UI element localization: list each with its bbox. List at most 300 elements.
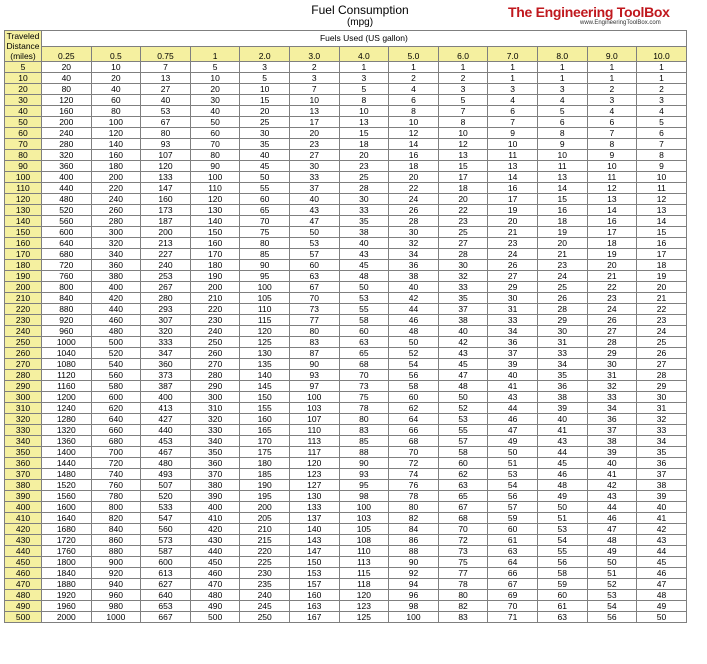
mpg-cell: 1360 <box>42 436 92 447</box>
mpg-cell: 40 <box>42 73 92 84</box>
mpg-cell: 157 <box>289 579 339 590</box>
mpg-cell: 280 <box>42 139 92 150</box>
mpg-cell: 14 <box>587 205 637 216</box>
mpg-cell: 123 <box>339 601 389 612</box>
mpg-cell: 17 <box>438 172 488 183</box>
mpg-cell: 19 <box>587 249 637 260</box>
table-row <box>5 480 687 491</box>
mpg-cell: 100 <box>240 282 290 293</box>
table-row <box>5 271 687 282</box>
mpg-cell: 28 <box>339 183 389 194</box>
mpg-cell: 105 <box>339 524 389 535</box>
mpg-cell: 10 <box>438 128 488 139</box>
mpg-cell: 25 <box>537 282 587 293</box>
distance-cell: 340 <box>5 436 42 447</box>
mpg-cell: 133 <box>289 502 339 513</box>
mpg-cell: 90 <box>339 458 389 469</box>
mpg-cell: 330 <box>190 425 240 436</box>
mpg-cell: 280 <box>190 370 240 381</box>
mpg-cell: 187 <box>141 216 191 227</box>
mpg-cell: 340 <box>190 436 240 447</box>
mpg-cell: 7 <box>289 84 339 95</box>
mpg-cell: 42 <box>389 293 439 304</box>
table-row <box>5 73 687 84</box>
mpg-cell: 10 <box>587 161 637 172</box>
column-header: 3.0 <box>289 46 339 62</box>
mpg-cell: 65 <box>240 205 290 216</box>
mpg-cell: 15 <box>339 128 389 139</box>
mpg-cell: 740 <box>91 469 141 480</box>
mpg-cell: 60 <box>91 95 141 106</box>
mpg-cell: 41 <box>488 381 538 392</box>
mpg-cell: 440 <box>190 546 240 557</box>
mpg-cell: 30 <box>587 359 637 370</box>
mpg-cell: 64 <box>389 414 439 425</box>
table-row <box>5 425 687 436</box>
mpg-cell: 23 <box>289 139 339 150</box>
mpg-cell: 36 <box>488 337 538 348</box>
mpg-cell: 480 <box>141 458 191 469</box>
mpg-cell: 540 <box>91 359 141 370</box>
mpg-cell: 77 <box>438 568 488 579</box>
mpg-cell: 10 <box>240 84 290 95</box>
mpg-cell: 60 <box>190 128 240 139</box>
mpg-cell: 57 <box>488 502 538 513</box>
mpg-cell: 120 <box>91 128 141 139</box>
mpg-cell: 71 <box>488 612 538 623</box>
mpg-cell: 260 <box>190 348 240 359</box>
mpg-cell: 1520 <box>42 480 92 491</box>
mpg-cell: 10 <box>190 73 240 84</box>
mpg-cell: 7 <box>141 62 191 73</box>
mpg-cell: 5 <box>339 84 389 95</box>
mpg-cell: 7 <box>438 106 488 117</box>
mpg-cell: 73 <box>438 546 488 557</box>
mpg-cell: 67 <box>289 282 339 293</box>
mpg-cell: 5 <box>438 95 488 106</box>
mpg-cell: 440 <box>42 183 92 194</box>
mpg-cell: 1400 <box>42 447 92 458</box>
mpg-cell: 107 <box>141 150 191 161</box>
mpg-cell: 165 <box>240 425 290 436</box>
mpg-cell: 50 <box>438 392 488 403</box>
mpg-cell: 31 <box>587 370 637 381</box>
mpg-cell: 21 <box>537 249 587 260</box>
mpg-cell: 40 <box>190 106 240 117</box>
mpg-cell: 12 <box>637 194 687 205</box>
mpg-cell: 80 <box>42 84 92 95</box>
mpg-cell: 70 <box>190 139 240 150</box>
column-header: 0.25 <box>42 46 92 62</box>
mpg-cell: 150 <box>289 557 339 568</box>
mpg-cell: 54 <box>488 480 538 491</box>
mpg-cell: 147 <box>289 546 339 557</box>
mpg-cell: 25 <box>637 337 687 348</box>
mpg-cell: 54 <box>537 535 587 546</box>
mpg-cell: 55 <box>438 425 488 436</box>
mpg-cell: 94 <box>389 579 439 590</box>
mpg-cell: 25 <box>240 117 290 128</box>
mpg-cell: 1840 <box>42 568 92 579</box>
distance-cell: 20 <box>5 84 42 95</box>
mpg-cell: 1640 <box>42 513 92 524</box>
mpg-cell: 373 <box>141 370 191 381</box>
mpg-cell: 400 <box>141 392 191 403</box>
mpg-cell: 103 <box>339 513 389 524</box>
mpg-cell: 37 <box>587 425 637 436</box>
table-row <box>5 183 687 194</box>
mpg-cell: 47 <box>488 425 538 436</box>
mpg-cell: 120 <box>42 95 92 106</box>
mpg-cell: 200 <box>42 117 92 128</box>
table-row <box>5 491 687 502</box>
mpg-cell: 27 <box>488 271 538 282</box>
mpg-cell: 440 <box>91 304 141 315</box>
mpg-cell: 20 <box>42 62 92 73</box>
mpg-cell: 560 <box>141 524 191 535</box>
mpg-cell: 1000 <box>91 612 141 623</box>
mpg-cell: 460 <box>91 315 141 326</box>
mpg-cell: 143 <box>289 535 339 546</box>
mpg-cell: 15 <box>438 161 488 172</box>
table-row <box>5 172 687 183</box>
fuel-used-header: Fuels Used (US gallon) <box>42 31 687 47</box>
mpg-cell: 13 <box>438 150 488 161</box>
mpg-cell: 45 <box>537 458 587 469</box>
distance-cell: 440 <box>5 546 42 557</box>
mpg-cell: 10 <box>488 139 538 150</box>
mpg-cell: 14 <box>488 172 538 183</box>
mpg-cell: 45 <box>339 260 389 271</box>
mpg-cell: 160 <box>289 590 339 601</box>
mpg-cell: 227 <box>141 249 191 260</box>
mpg-cell: 65 <box>339 348 389 359</box>
mpg-cell: 1 <box>438 62 488 73</box>
table-row <box>5 205 687 216</box>
mpg-cell: 30 <box>537 326 587 337</box>
mpg-cell: 63 <box>488 546 538 557</box>
mpg-cell: 267 <box>141 282 191 293</box>
mpg-cell: 60 <box>389 392 439 403</box>
mpg-cell: 30 <box>339 194 389 205</box>
mpg-cell: 46 <box>637 568 687 579</box>
mpg-cell: 27 <box>289 150 339 161</box>
mpg-cell: 1280 <box>42 414 92 425</box>
mpg-cell: 40 <box>637 502 687 513</box>
mpg-cell: 80 <box>289 326 339 337</box>
mpg-cell: 15 <box>537 194 587 205</box>
mpg-cell: 17 <box>488 194 538 205</box>
mpg-cell: 14 <box>389 139 439 150</box>
mpg-cell: 90 <box>190 161 240 172</box>
mpg-cell: 38 <box>438 315 488 326</box>
mpg-cell: 205 <box>240 513 290 524</box>
mpg-cell: 41 <box>637 513 687 524</box>
mpg-cell: 7 <box>488 117 538 128</box>
mpg-cell: 460 <box>190 568 240 579</box>
mpg-cell: 43 <box>537 436 587 447</box>
distance-header-line: (miles) <box>10 51 36 61</box>
logo-title: The Engineering ToolBox <box>508 4 670 20</box>
mpg-cell: 70 <box>240 216 290 227</box>
mpg-cell: 240 <box>240 590 290 601</box>
mpg-cell: 41 <box>537 425 587 436</box>
mpg-cell: 50 <box>190 117 240 128</box>
mpg-cell: 49 <box>537 491 587 502</box>
mpg-cell: 63 <box>339 337 389 348</box>
mpg-cell: 195 <box>240 491 290 502</box>
mpg-cell: 74 <box>389 469 439 480</box>
mpg-cell: 17 <box>289 117 339 128</box>
distance-cell: 290 <box>5 381 42 392</box>
mpg-cell: 253 <box>141 271 191 282</box>
mpg-cell: 33 <box>339 205 389 216</box>
mpg-cell: 64 <box>488 557 538 568</box>
mpg-cell: 245 <box>240 601 290 612</box>
table-row <box>5 150 687 161</box>
mpg-cell: 300 <box>91 227 141 238</box>
page-title: Fuel Consumption <box>311 3 409 17</box>
page-subtitle: (mpg) <box>346 17 374 28</box>
distance-cell: 320 <box>5 414 42 425</box>
mpg-cell: 61 <box>488 535 538 546</box>
mpg-cell: 220 <box>91 183 141 194</box>
mpg-cell: 40 <box>339 238 389 249</box>
distance-cell: 260 <box>5 348 42 359</box>
mpg-cell: 20 <box>537 238 587 249</box>
engineering-toolbox-logo[interactable] <box>508 4 703 27</box>
mpg-cell: 47 <box>438 370 488 381</box>
mpg-cell: 44 <box>389 304 439 315</box>
mpg-cell: 9 <box>637 161 687 172</box>
distance-cell: 430 <box>5 535 42 546</box>
mpg-cell: 320 <box>91 238 141 249</box>
table-row <box>5 315 687 326</box>
table-row <box>5 139 687 150</box>
table-row <box>5 612 687 623</box>
mpg-cell: 20 <box>240 106 290 117</box>
mpg-cell: 73 <box>339 381 389 392</box>
mpg-cell: 42 <box>637 524 687 535</box>
mpg-cell: 28 <box>537 304 587 315</box>
mpg-cell: 6 <box>637 128 687 139</box>
mpg-cell: 600 <box>91 392 141 403</box>
mpg-cell: 19 <box>488 205 538 216</box>
mpg-cell: 370 <box>190 469 240 480</box>
mpg-cell: 50 <box>537 502 587 513</box>
mpg-cell: 28 <box>389 216 439 227</box>
distance-header-line: Distance <box>6 41 40 51</box>
mpg-cell: 21 <box>587 271 637 282</box>
mpg-cell: 40 <box>438 326 488 337</box>
mpg-cell: 68 <box>438 513 488 524</box>
mpg-cell: 75 <box>339 392 389 403</box>
mpg-cell: 300 <box>190 392 240 403</box>
table-row <box>5 84 687 95</box>
mpg-cell: 120 <box>190 194 240 205</box>
mpg-cell: 3 <box>637 95 687 106</box>
mpg-cell: 82 <box>438 601 488 612</box>
mpg-cell: 68 <box>389 436 439 447</box>
mpg-cell: 36 <box>537 381 587 392</box>
mpg-cell: 20 <box>637 282 687 293</box>
table-row <box>5 392 687 403</box>
mpg-cell: 6 <box>537 117 587 128</box>
mpg-cell: 51 <box>488 458 538 469</box>
mpg-cell: 310 <box>190 403 240 414</box>
mpg-cell: 30 <box>190 95 240 106</box>
mpg-cell: 613 <box>141 568 191 579</box>
table-row <box>5 447 687 458</box>
distance-cell: 450 <box>5 557 42 568</box>
mpg-cell: 59 <box>488 513 538 524</box>
mpg-cell: 880 <box>42 304 92 315</box>
mpg-cell: 16 <box>537 205 587 216</box>
mpg-cell: 520 <box>42 205 92 216</box>
mpg-cell: 240 <box>91 194 141 205</box>
mpg-cell: 44 <box>587 502 637 513</box>
mpg-cell: 90 <box>289 359 339 370</box>
mpg-cell: 16 <box>389 150 439 161</box>
mpg-cell: 3 <box>240 62 290 73</box>
mpg-cell: 480 <box>91 326 141 337</box>
mpg-cell: 58 <box>438 447 488 458</box>
mpg-cell: 453 <box>141 436 191 447</box>
mpg-cell: 9 <box>488 128 538 139</box>
mpg-cell: 190 <box>240 480 290 491</box>
distance-cell: 400 <box>5 502 42 513</box>
mpg-cell: 56 <box>488 491 538 502</box>
mpg-cell: 240 <box>141 260 191 271</box>
mpg-cell: 45 <box>240 161 290 172</box>
mpg-cell: 34 <box>587 403 637 414</box>
mpg-cell: 290 <box>190 381 240 392</box>
mpg-cell: 33 <box>438 282 488 293</box>
mpg-cell: 52 <box>389 348 439 359</box>
mpg-cell: 39 <box>637 491 687 502</box>
mpg-cell: 137 <box>289 513 339 524</box>
mpg-cell: 50 <box>389 337 439 348</box>
distance-cell: 130 <box>5 205 42 216</box>
distance-cell: 470 <box>5 579 42 590</box>
table-row <box>5 381 687 392</box>
mpg-cell: 33 <box>537 348 587 359</box>
table-row <box>5 260 687 271</box>
mpg-cell: 170 <box>190 249 240 260</box>
mpg-cell: 210 <box>190 293 240 304</box>
mpg-cell: 105 <box>240 293 290 304</box>
mpg-cell: 33 <box>637 425 687 436</box>
mpg-cell: 533 <box>141 502 191 513</box>
mpg-cell: 52 <box>438 403 488 414</box>
mpg-cell: 1 <box>587 62 637 73</box>
mpg-cell: 58 <box>389 381 439 392</box>
mpg-cell: 175 <box>240 447 290 458</box>
mpg-cell: 123 <box>289 469 339 480</box>
mpg-cell: 54 <box>587 601 637 612</box>
mpg-cell: 125 <box>240 337 290 348</box>
mpg-cell: 18 <box>438 183 488 194</box>
distance-cell: 200 <box>5 282 42 293</box>
mpg-cell: 200 <box>240 502 290 513</box>
mpg-cell: 2 <box>587 84 637 95</box>
distance-cell: 110 <box>5 183 42 194</box>
mpg-cell: 38 <box>637 480 687 491</box>
mpg-cell: 1920 <box>42 590 92 601</box>
mpg-cell: 13 <box>488 161 538 172</box>
distance-cell: 410 <box>5 513 42 524</box>
table-row <box>5 62 687 73</box>
mpg-cell: 60 <box>488 524 538 535</box>
mpg-cell: 44 <box>537 447 587 458</box>
mpg-cell: 34 <box>637 436 687 447</box>
mpg-cell: 400 <box>91 282 141 293</box>
mpg-cell: 27 <box>637 359 687 370</box>
mpg-cell: 20 <box>488 216 538 227</box>
mpg-cell: 430 <box>190 535 240 546</box>
mpg-cell: 28 <box>438 249 488 260</box>
mpg-cell: 67 <box>438 502 488 513</box>
mpg-cell: 23 <box>438 216 488 227</box>
mpg-cell: 620 <box>91 403 141 414</box>
mpg-cell: 24 <box>637 326 687 337</box>
mpg-cell: 27 <box>141 84 191 95</box>
mpg-cell: 160 <box>240 414 290 425</box>
mpg-cell: 43 <box>438 348 488 359</box>
mpg-cell: 280 <box>91 216 141 227</box>
mpg-cell: 13 <box>537 172 587 183</box>
mpg-cell: 1320 <box>42 425 92 436</box>
mpg-cell: 85 <box>339 436 389 447</box>
mpg-cell: 73 <box>289 304 339 315</box>
mpg-cell: 51 <box>587 568 637 579</box>
mpg-cell: 5 <box>537 106 587 117</box>
distance-cell: 10 <box>5 73 42 84</box>
mpg-cell: 77 <box>289 315 339 326</box>
table-row <box>5 458 687 469</box>
mpg-cell: 230 <box>190 315 240 326</box>
column-header: 4.0 <box>339 46 389 62</box>
table-row <box>5 128 687 139</box>
mpg-cell: 29 <box>587 348 637 359</box>
mpg-cell: 80 <box>190 150 240 161</box>
mpg-cell: 26 <box>637 348 687 359</box>
mpg-cell: 23 <box>587 293 637 304</box>
mpg-cell: 17 <box>637 249 687 260</box>
mpg-cell: 18 <box>637 260 687 271</box>
mpg-cell: 66 <box>488 568 538 579</box>
mpg-cell: 34 <box>389 249 439 260</box>
mpg-cell: 200 <box>190 282 240 293</box>
mpg-cell: 38 <box>537 392 587 403</box>
mpg-cell: 20 <box>587 260 637 271</box>
mpg-cell: 700 <box>91 447 141 458</box>
distance-cell: 230 <box>5 315 42 326</box>
mpg-cell: 20 <box>289 128 339 139</box>
mpg-cell: 1600 <box>42 502 92 513</box>
mpg-cell: 8 <box>587 139 637 150</box>
mpg-cell: 80 <box>141 128 191 139</box>
mpg-cell: 1000 <box>42 337 92 348</box>
mpg-cell: 5 <box>190 62 240 73</box>
mpg-cell: 4 <box>587 106 637 117</box>
mpg-cell: 24 <box>389 194 439 205</box>
mpg-cell: 800 <box>42 282 92 293</box>
mpg-cell: 130 <box>289 491 339 502</box>
mpg-cell: 15 <box>240 95 290 106</box>
mpg-cell: 100 <box>289 392 339 403</box>
mpg-cell: 16 <box>637 238 687 249</box>
